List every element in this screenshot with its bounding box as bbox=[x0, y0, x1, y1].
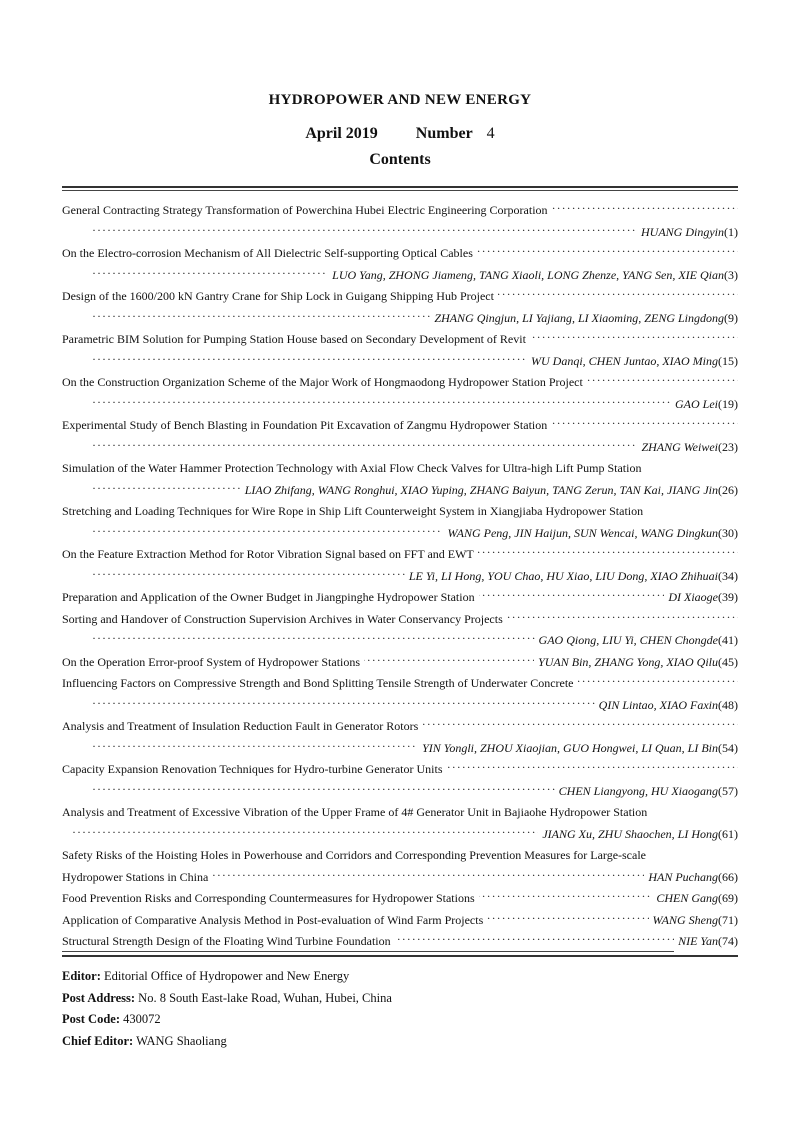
masthead bbox=[62, 966, 392, 1052]
table-of-contents bbox=[62, 200, 738, 953]
toc-title-line[interactable]: Simulation of the Water Hammer Protection Technology with Axial Flow Check Valves for Ultra-high Lift Pump Station bbox=[62, 458, 738, 480]
chief-editor-line: Chief Editor: WANG Shaoliang bbox=[62, 1033, 227, 1048]
toc-author-line[interactable]: ····· QIN Lintao, XIAO Faxin(48) bbox=[62, 695, 738, 717]
toc-title-line[interactable]: ····· Capacity Expansion Renovation Techniques for Hydro-turbine Generator Units bbox=[62, 759, 738, 781]
issue-line bbox=[0, 125, 800, 143]
toc-author-line[interactable]: ····· LE Yi, LI Hong, YOU Chao, HU Xiao, LIU Dong, XIAO Zhihuai(34) bbox=[62, 566, 738, 588]
address-line: Post Address: No. 8 South East-lake Road, Wuhan, Hubei, China bbox=[62, 990, 392, 1005]
toc-author-line[interactable]: ····· GAO Qiong, LIU Yi, CHEN Chongde(41) bbox=[62, 630, 738, 652]
issue-number: 4 bbox=[486, 125, 495, 142]
toc-title-line-cont[interactable]: ····· Hydropower Stations in China HAN Puchang(66) bbox=[62, 867, 738, 889]
toc-author-line[interactable]: ····· WANG Peng, JIN Haijun, SUN Wencai, WANG Dingkun(30) bbox=[62, 523, 738, 545]
toc-author-line[interactable]: ····· GAO Lei(19) bbox=[62, 394, 738, 416]
toc-author-line[interactable]: ····· HUANG Dingyin(1) bbox=[62, 222, 738, 244]
toc-author-line[interactable]: ····· CHEN Liangyong, HU Xiaogang(57) bbox=[62, 781, 738, 803]
toc-title-line[interactable]: Safety Risks of the Hoisting Holes in Powerhouse and Corridors and Corresponding Prevention Measures for Large-scale bbox=[62, 845, 738, 867]
issue-number-label: Number bbox=[415, 125, 473, 142]
toc-single-line[interactable]: ····· Preparation and Application of the Owner Budget in Jiangpinghe Hydropower Station DI Xiaoge(39) bbox=[62, 587, 738, 609]
toc-title-line[interactable]: ····· Influencing Factors on Compressive Strength and Bond Splitting Tensile Strength of Underwater Concrete bbox=[62, 673, 738, 695]
issue-date: April 2019 bbox=[305, 125, 378, 142]
toc-single-line[interactable]: ····· Food Prevention Risks and Corresponding Countermeasures for Hydropower Stations CHEN Gang(69) bbox=[62, 888, 738, 910]
toc-title-line[interactable]: ····· Design of the 1600/200 kN Gantry Crane for Ship Lock in Guigang Shipping Hub Project bbox=[62, 286, 738, 308]
toc-author-line[interactable]: ····· LIAO Zhifang, WANG Ronghui, XIAO Yuping, ZHANG Baiyun, TANG Zerun, TAN Kai, JIANG Jin(26) bbox=[62, 480, 738, 502]
top-rule-thin bbox=[62, 190, 738, 191]
toc-title-line[interactable]: ····· On the Electro-corrosion Mechanism of All Dielectric Self-supporting Optical Cables bbox=[62, 243, 738, 265]
toc-single-line[interactable]: ····· Structural Strength Design of the Floating Wind Turbine Foundation NIE Yan(74) bbox=[62, 931, 738, 953]
toc-title-line[interactable]: ····· General Contracting Strategy Transformation of Powerchina Hubei Electric Engineering Corporation bbox=[62, 200, 738, 222]
bottom-rule-thin bbox=[62, 951, 738, 952]
toc-title-line[interactable]: ····· On the Feature Extraction Method for Rotor Vibration Signal based on FFT and EWT bbox=[62, 544, 738, 566]
bottom-rule bbox=[62, 955, 738, 957]
toc-author-line[interactable]: ····· LUO Yang, ZHONG Jiameng, TANG Xiaoli, LONG Zhenze, YANG Sen, XIE Qian(3) bbox=[62, 265, 738, 287]
toc-author-line[interactable]: ····· ZHANG Qingjun, LI Yajiang, LI Xiaoming, ZENG Lingdong(9) bbox=[62, 308, 738, 330]
toc-title-line[interactable]: Stretching and Loading Techniques for Wire Rope in Ship Lift Counterweight System in Xiangjiaba Hydropower Station bbox=[62, 501, 738, 523]
toc-title-line[interactable]: Analysis and Treatment of Excessive Vibration of the Upper Frame of 4# Generator Unit in Bajiaohe Hydropower Station bbox=[62, 802, 738, 824]
toc-single-line[interactable]: ····· On the Operation Error-proof System of Hydropower Stations YUAN Bin, ZHANG Yong, XIAO Qilu(45) bbox=[62, 652, 738, 674]
contents-heading: Contents bbox=[369, 151, 431, 168]
toc-title-line[interactable]: ····· Parametric BIM Solution for Pumping Station House based on Secondary Development of Revit bbox=[62, 329, 738, 351]
toc-author-line[interactable]: ····· WU Danqi, CHEN Juntao, XIAO Ming(15) bbox=[62, 351, 738, 373]
postcode-line: Post Code: 430072 bbox=[62, 1012, 161, 1026]
toc-single-line[interactable]: ····· Application of Comparative Analysis Method in Post-evaluation of Wind Farm Projects WANG Sheng(71) bbox=[62, 910, 738, 932]
toc-author-line[interactable]: ····· ZHANG Weiwei(23) bbox=[62, 437, 738, 459]
journal-header bbox=[0, 92, 800, 169]
toc-author-line[interactable]: ····· JIANG Xu, ZHU Shaochen, LI Hong(61) bbox=[62, 824, 738, 846]
toc-title-line[interactable]: ····· Analysis and Treatment of Insulation Reduction Fault in Generator Rotors bbox=[62, 716, 738, 738]
editor-line: Editor: Editorial Office of Hydropower and New Energy bbox=[62, 969, 350, 983]
toc-title-line[interactable]: ····· On the Construction Organization Scheme of the Major Work of Hongmaodong Hydropower Station Project bbox=[62, 372, 738, 394]
toc-title-line[interactable]: ····· Sorting and Handover of Construction Supervision Archives in Water Conservancy Projects bbox=[62, 609, 738, 631]
toc-author-line[interactable]: ····· YIN Yongli, ZHOU Xiaojian, GUO Hongwei, LI Quan, LI Bin(54) bbox=[62, 738, 738, 760]
journal-title: HYDROPOWER AND NEW ENERGY bbox=[268, 92, 532, 108]
toc-title-line[interactable]: ····· Experimental Study of Bench Blasting in Foundation Pit Excavation of Zangmu Hydropower Station bbox=[62, 415, 738, 437]
top-rule bbox=[62, 186, 738, 188]
